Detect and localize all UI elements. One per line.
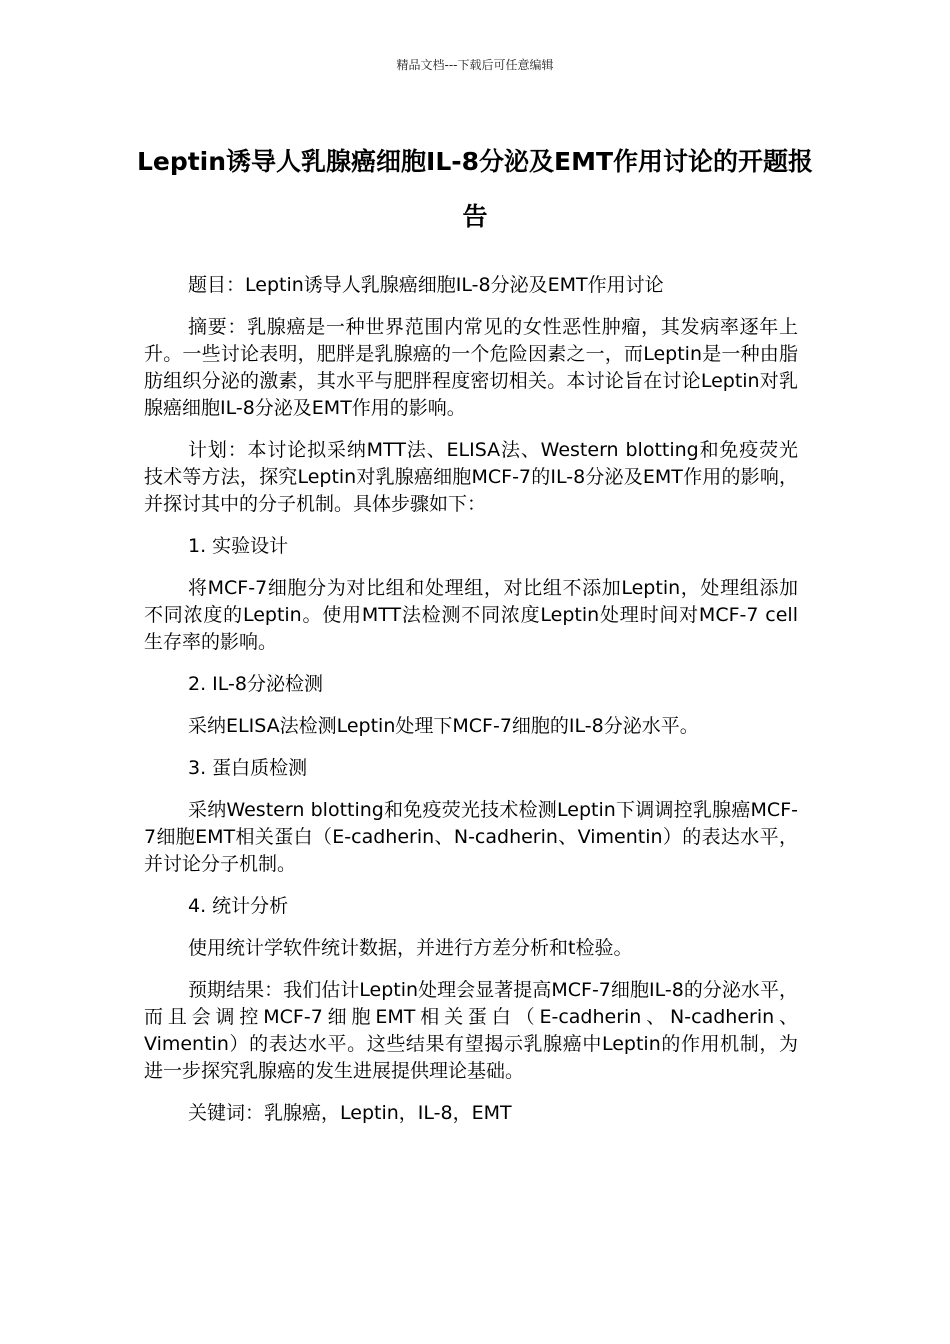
document-body [144, 272, 798, 1142]
section-heading-il8-detection: 2. IL-8分泌检测 [188, 673, 323, 695]
section-heading-statistics: 4. 统计分析 [188, 895, 289, 917]
expected-results-paragraph: 预期结果：我们估计Leptin处理会显著提高MCF-7细胞IL-8的分泌水平，而且会调控MCF-7细胞EMT相关蛋白（E-cadherin、N-cadherin、Vimentin）的表达水平。这些结果有望揭示乳腺癌中Leptin的作用机制，为进一步探究乳腺癌的发生进展提供理论基础。 [144, 979, 798, 1082]
plan-paragraph: 计划：本讨论拟采纳MTT法、ELISA法、Western blotting和免疫荧光技术等方法，探究Leptin对乳腺癌细胞MCF-7的IL-8分泌及EMT作用的影响，并探讨其中的分子机制。具体步骤如下： [144, 439, 798, 515]
experiment-design-paragraph: 将MCF-7细胞分为对比组和处理组，对比组不添加Leptin，处理组添加不同浓度的Leptin。使用MTT法检测不同浓度Leptin处理时间对MCF-7 cell生存率的影响。 [144, 577, 798, 653]
abstract-paragraph: 摘要：乳腺癌是一种世界范围内常见的女性恶性肿瘤，其发病率逐年上升。一些讨论表明，肥胖是乳腺癌的一个危险因素之一，而Leptin是一种由脂肪组织分泌的激素，其水平与肥胖程度密切相关。本讨论旨在讨论Leptin对乳腺癌细胞IL-8分泌及EMT作用的影响。 [144, 316, 798, 419]
topic-paragraph: 题目：Leptin诱导人乳腺癌细胞IL-8分泌及EMT作用讨论 [188, 274, 664, 296]
protein-detection-paragraph: 采纳Western blotting和免疫荧光技术检测Leptin下调调控乳腺癌MCF-7细胞EMT相关蛋白（E-cadherin、N-cadherin、Vimentin）的表达水平，并讨论分子机制。 [144, 799, 798, 875]
section-heading-protein-detection: 3. 蛋白质检测 [188, 757, 308, 779]
document-title: Leptin诱导人乳腺癌细胞IL-8分泌及EMT作用讨论的开题报告 [136, 147, 814, 231]
header-note: 精品文档---下载后可任意编辑 [396, 58, 554, 72]
section-heading-experiment-design: 1. 实验设计 [188, 535, 289, 557]
statistics-paragraph: 使用统计学软件统计数据，并进行方差分析和t检验。 [188, 937, 633, 959]
il8-detection-paragraph: 采纳ELISA法检测Leptin处理下MCF-7细胞的IL-8分泌水平。 [188, 715, 699, 737]
keywords-paragraph: 关键词：乳腺癌，Leptin，IL-8，EMT [188, 1102, 512, 1124]
